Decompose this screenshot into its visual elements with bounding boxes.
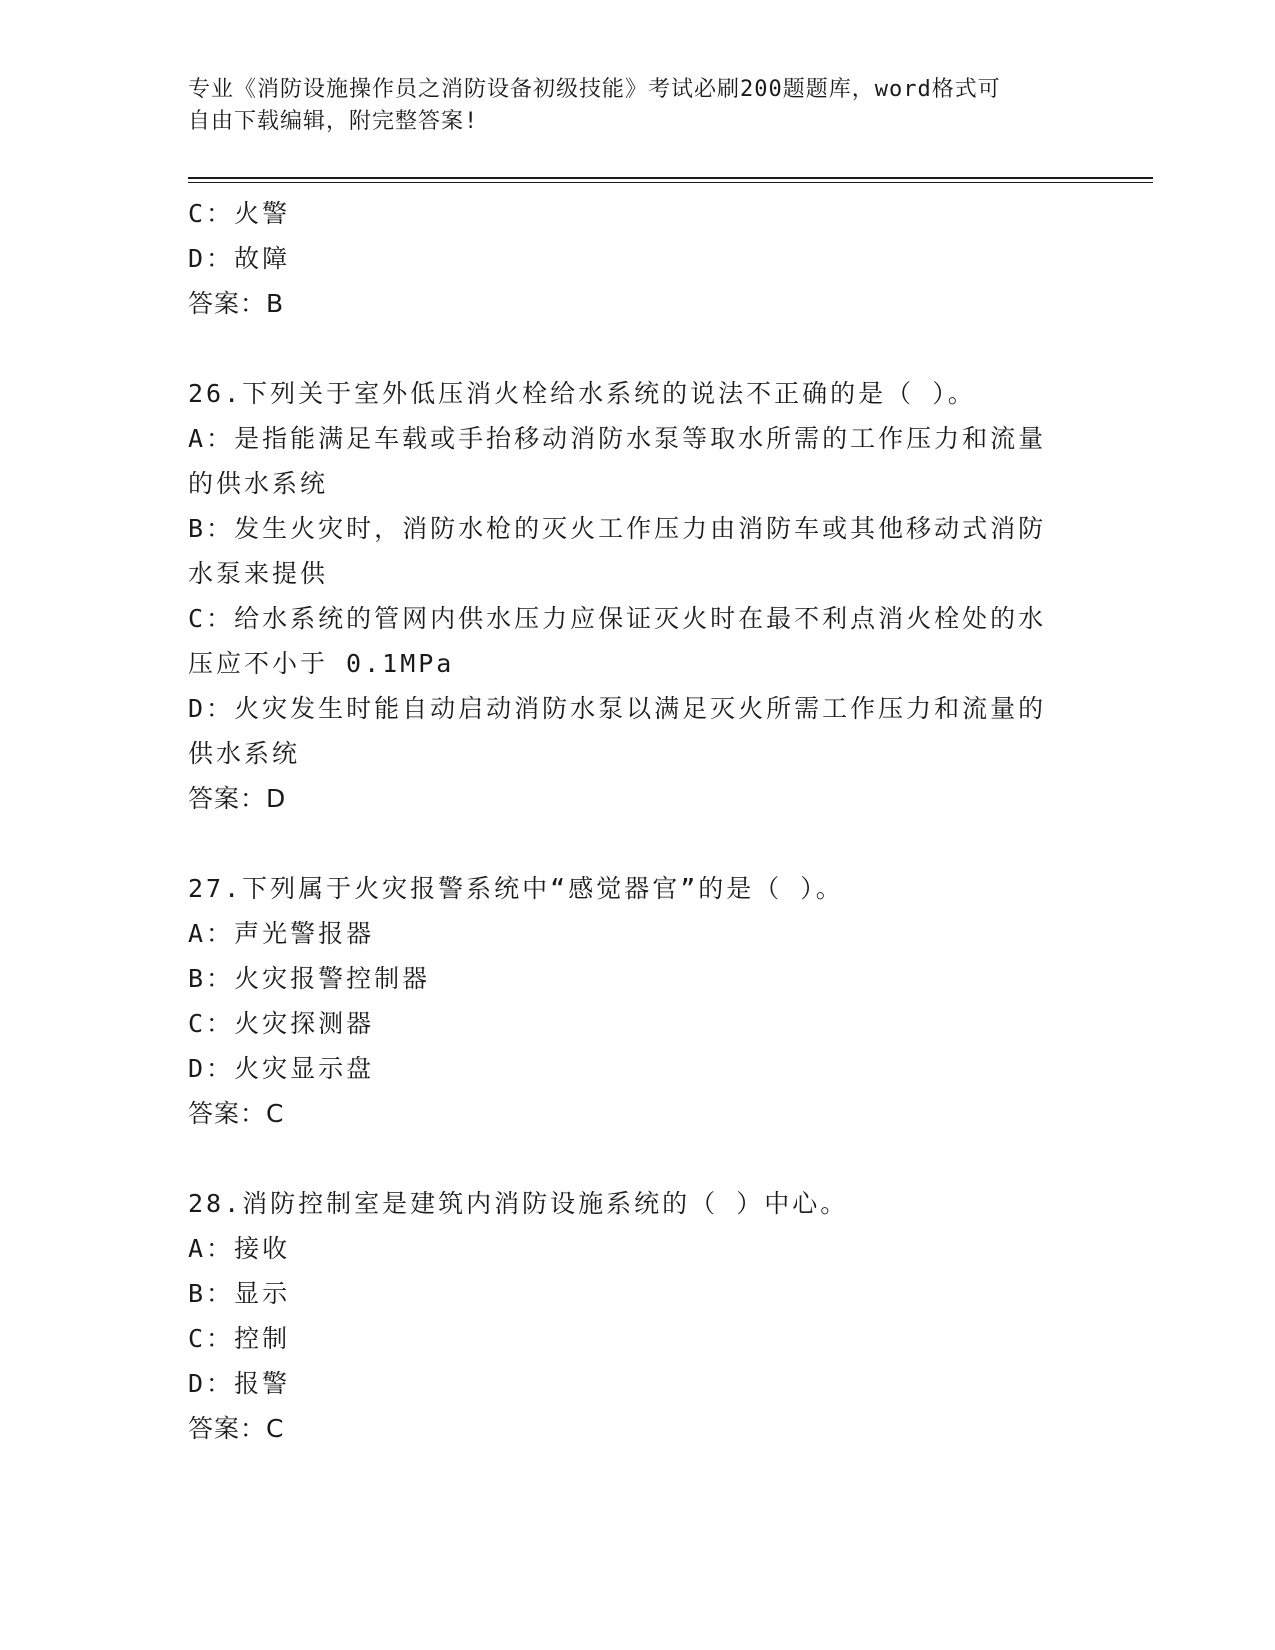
- option-d: [188, 1046, 1088, 1091]
- option-a: [188, 1226, 1088, 1271]
- option-c: [188, 1316, 1088, 1361]
- question-list: [188, 191, 1088, 1451]
- header-divider-thin: [188, 182, 1153, 183]
- option-label: D：: [188, 244, 235, 273]
- question-stem: 26.下列关于室外低压消火栓给水系统的说法不正确的是（ ）。: [188, 379, 976, 408]
- option-label: C：: [188, 199, 235, 228]
- option-c: [188, 1001, 1088, 1046]
- option-label: D：: [188, 1369, 235, 1398]
- option-text: 火灾发生时能自动启动消防水泵以满足灭火所需工作压力和流量的: [234, 694, 1047, 723]
- document-header: [188, 74, 1068, 138]
- question-27: [188, 866, 1088, 1136]
- option-text: 控制: [234, 1324, 291, 1353]
- option-text: 接收: [234, 1234, 291, 1263]
- option-text: 显示: [234, 1279, 291, 1308]
- option-text: 报警: [234, 1369, 291, 1398]
- question-stem: 28.消防控制室是建筑内消防设施系统的（ ）中心。: [188, 1189, 849, 1218]
- option-d-continued: 供水系统: [188, 739, 301, 768]
- header-divider-thick: [188, 177, 1153, 179]
- option-b: [188, 1271, 1088, 1316]
- option-label: B：: [188, 964, 235, 993]
- option-b: [188, 506, 1088, 551]
- option-label: D：: [188, 1054, 235, 1083]
- question-stem: 27.下列属于火灾报警系统中“感觉器官”的是（ ）。: [188, 874, 844, 903]
- option-text: 故障: [234, 244, 291, 273]
- option-label: C：: [188, 1009, 235, 1038]
- answer-line: 答案：C: [188, 1099, 285, 1128]
- option-text: 声光警报器: [234, 919, 375, 948]
- option-label: B：: [188, 514, 235, 543]
- option-c: [188, 191, 1088, 236]
- option-text: 火灾报警控制器: [234, 964, 431, 993]
- option-b-continued: 水泵来提供: [188, 559, 329, 588]
- option-label: D：: [188, 694, 235, 723]
- option-b: [188, 956, 1088, 1001]
- option-a: [188, 416, 1088, 461]
- question-fragment: [188, 191, 1088, 326]
- question-26: [188, 371, 1088, 821]
- question-28: [188, 1181, 1088, 1451]
- option-text: 发生火灾时，消防水枪的灭火工作压力由消防车或其他移动式消防: [234, 514, 1047, 543]
- option-c: [188, 596, 1088, 641]
- option-label: B：: [188, 1279, 235, 1308]
- option-a: [188, 911, 1088, 956]
- option-text: 是指能满足车载或手抬移动消防水泵等取水所需的工作压力和流量: [234, 424, 1047, 453]
- option-label: C：: [188, 1324, 235, 1353]
- option-label: A：: [188, 424, 235, 453]
- option-text: 给水系统的管网内供水压力应保证灭火时在最不利点消火栓处的水: [234, 604, 1047, 633]
- answer-line: 答案：C: [188, 1414, 285, 1443]
- option-label: A：: [188, 919, 235, 948]
- option-c-continued: 压应不小于 0.1MPa: [188, 649, 455, 678]
- option-text: 火灾探测器: [234, 1009, 375, 1038]
- option-text: 火警: [234, 199, 291, 228]
- option-d: [188, 686, 1088, 731]
- option-label: A：: [188, 1234, 235, 1263]
- option-d: [188, 236, 1088, 281]
- header-title-line-2: 自由下载编辑，附完整答案!: [188, 109, 479, 134]
- answer-line: 答案：B: [188, 289, 285, 318]
- option-text: 火灾显示盘: [234, 1054, 375, 1083]
- answer-line: 答案：D: [188, 784, 287, 813]
- option-a-continued: 的供水系统: [188, 469, 329, 498]
- option-d: [188, 1361, 1088, 1406]
- header-title-line-1: 专业《消防设施操作员之消防设备初级技能》考试必刷200题题库，word格式可: [188, 77, 1001, 102]
- option-label: C：: [188, 604, 235, 633]
